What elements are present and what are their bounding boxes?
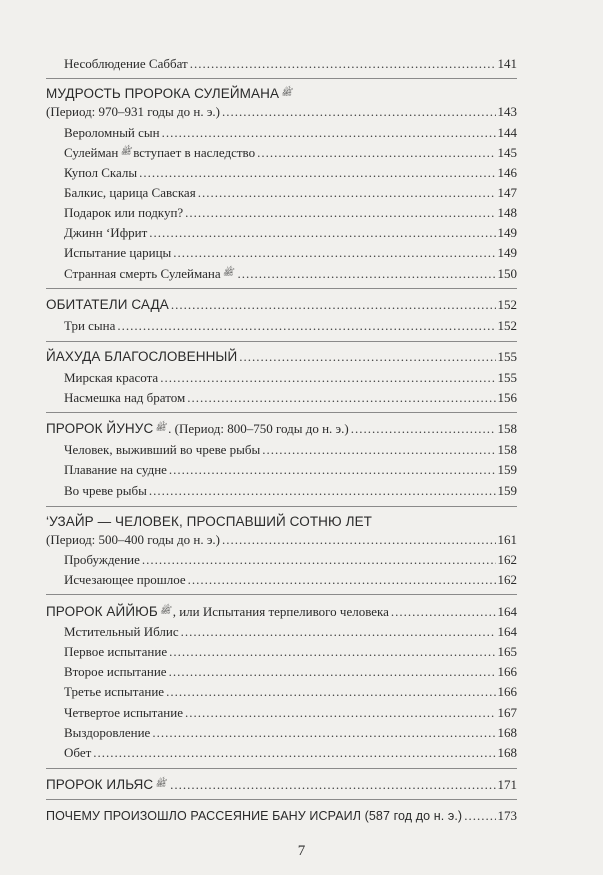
entry-page: 165 — [497, 644, 517, 659]
toc-entry — [64, 572, 517, 588]
entry-title: Три сына — [64, 318, 116, 333]
salawat-glyph-icon: ﷺ — [155, 422, 167, 432]
entry-page: 161 — [497, 532, 517, 547]
entry-title: Испытание царицы — [64, 245, 172, 260]
toc-entry — [64, 245, 517, 261]
leader-dots — [188, 572, 496, 588]
entry-title: Балкис, царица Савская — [64, 185, 196, 200]
entry-title: Выздоровление — [64, 725, 151, 740]
toc-section-heading — [46, 514, 517, 530]
entry-page: 147 — [497, 185, 517, 200]
leader-dots — [169, 462, 496, 478]
toc-entry — [64, 664, 517, 680]
entry-title: ПРОРОК ЙУНУС — [46, 421, 154, 436]
entry-page: 152 — [497, 297, 517, 312]
entry-page: 162 — [497, 572, 517, 587]
toc-entry — [64, 745, 517, 761]
toc-section-heading — [46, 808, 517, 824]
salawat-glyph-icon: ﷺ — [159, 605, 171, 615]
toc-entry — [64, 266, 517, 283]
leader-dots — [149, 225, 495, 241]
leader-dots — [169, 664, 496, 680]
section-divider — [46, 78, 517, 79]
entry-page: 162 — [497, 552, 517, 567]
entry-title: Исчезающее прошлое — [64, 572, 186, 587]
entry-title: Странная смерть Сулеймана — [64, 266, 221, 281]
toc-entry — [64, 205, 517, 221]
entry-page: 143 — [497, 104, 517, 119]
entry-title: Обет — [64, 745, 92, 760]
entry-page: 158 — [497, 421, 517, 436]
entry-page: 156 — [497, 390, 517, 405]
entry-title: Второе испытание — [64, 664, 167, 679]
entry-page: 158 — [497, 442, 517, 457]
toc-section-heading — [46, 86, 517, 103]
entry-title-continued: вступает в наследство — [133, 145, 256, 160]
entry-page: 145 — [497, 145, 517, 160]
leader-dots — [391, 604, 496, 620]
toc-entry — [64, 483, 517, 499]
entry-title: Третье испытание — [64, 684, 165, 699]
entry-title: Джинн ‘Ифрит — [64, 225, 148, 240]
entry-page: 152 — [497, 318, 517, 333]
leader-dots — [257, 145, 495, 161]
entry-page: 144 — [497, 125, 517, 140]
toc-section-heading — [46, 421, 517, 438]
toc-entry — [64, 390, 517, 406]
toc-entry — [64, 725, 517, 741]
toc-entry — [64, 684, 517, 700]
entry-title: Четвертое испытание — [64, 705, 183, 720]
toc-entry — [64, 442, 517, 458]
leader-dots — [464, 808, 495, 824]
entry-page: 166 — [497, 684, 517, 699]
toc-section-heading — [46, 604, 517, 621]
section-divider — [46, 288, 517, 289]
entry-title: ПРОРОК ИЛЬЯС — [46, 777, 154, 792]
entry-page: 155 — [497, 349, 517, 364]
entry-page: 146 — [497, 165, 517, 180]
entry-page: 155 — [497, 370, 517, 385]
entry-page: 159 — [497, 462, 517, 477]
leader-dots — [171, 297, 496, 313]
entry-page: 164 — [497, 624, 517, 639]
entry-title: Мирская красота — [64, 370, 159, 385]
entry-title: ОБИТАТЕЛИ САДА — [46, 297, 169, 312]
entry-title: Вероломный сын — [64, 125, 160, 140]
entry-title: ‘УЗАЙР — ЧЕЛОВЕК, ПРОСПАВШИЙ СОТНЮ ЛЕТ — [46, 514, 373, 529]
leader-dots — [93, 745, 495, 761]
leader-dots — [169, 644, 495, 660]
entry-page: 168 — [497, 725, 517, 740]
toc-entry — [64, 125, 517, 141]
salawat-glyph-icon: ﷺ — [155, 778, 167, 788]
toc-entry — [64, 56, 517, 72]
entry-title: Купол Скалы — [64, 165, 138, 180]
leader-dots — [173, 245, 495, 261]
entry-page: 166 — [497, 664, 517, 679]
section-divider — [46, 412, 517, 413]
toc-entry — [64, 462, 517, 478]
entry-title: Плавание на судне — [64, 462, 167, 477]
entry-title: Человек, выживший во чреве рыбы — [64, 442, 261, 457]
toc-entry — [64, 165, 517, 181]
leader-dots — [222, 532, 495, 548]
leader-dots — [237, 266, 495, 282]
leader-dots — [187, 390, 495, 406]
salawat-glyph-icon: ﷺ — [281, 87, 292, 97]
entry-title: Мстительный Иблис — [64, 624, 179, 639]
entry-title: ЙАХУДА БЛАГОСЛОВЕННЫЙ — [46, 349, 238, 364]
section-divider — [46, 768, 517, 769]
section-divider — [46, 594, 517, 595]
leader-dots — [149, 483, 496, 499]
entry-page: 148 — [497, 205, 517, 220]
entry-title: ПОЧЕМУ ПРОИЗОШЛО РАССЕЯНИЕ БАНУ ИСРАИЛ (587 год до н. э.) — [46, 809, 463, 823]
salawat-glyph-icon: ﷺ — [222, 267, 234, 277]
leader-dots — [181, 624, 496, 640]
entry-page: 168 — [497, 745, 517, 760]
leader-dots — [239, 349, 495, 365]
leader-dots — [152, 725, 495, 741]
toc-entry — [64, 705, 517, 721]
leader-dots — [142, 552, 496, 568]
leader-dots — [351, 421, 496, 437]
entry-page: 173 — [497, 808, 517, 823]
section-divider — [46, 341, 517, 342]
entry-title: Подарок или подкуп? — [64, 205, 184, 220]
leader-dots — [262, 442, 495, 458]
entry-page: 149 — [497, 245, 517, 260]
leader-dots — [170, 777, 495, 793]
toc-entry — [64, 225, 517, 241]
entry-title: Во чреве рыбы — [64, 483, 147, 498]
toc-entry — [64, 185, 517, 201]
salawat-glyph-icon: ﷺ — [120, 146, 132, 156]
entry-title-continued: . (Период: 800–750 годы до н. э.) — [168, 421, 349, 436]
entry-title: ПРОРОК АЙЙЮБ — [46, 604, 158, 619]
entry-title: (Период: 970–931 годы до н. э.) — [46, 104, 221, 119]
leader-dots — [162, 125, 496, 141]
toc-entry — [64, 318, 517, 334]
entry-page: 141 — [497, 56, 517, 71]
entry-title: МУДРОСТЬ ПРОРОКА СУЛЕЙМАНА — [46, 86, 280, 101]
toc-entry — [64, 552, 517, 568]
page-number: 7 — [297, 843, 306, 859]
entry-page: 150 — [497, 266, 517, 281]
toc-section-heading — [46, 777, 517, 794]
leader-dots — [222, 104, 495, 120]
leader-dots — [185, 205, 495, 221]
leader-dots — [166, 684, 495, 700]
leader-dots — [160, 370, 495, 386]
toc-entry — [46, 532, 517, 548]
toc-entry — [64, 145, 517, 162]
toc-entry — [64, 644, 517, 660]
entry-title: Несоблюдение Саббат — [64, 56, 188, 71]
entry-page: 159 — [497, 483, 517, 498]
toc-entry — [64, 624, 517, 640]
entry-page: 171 — [497, 777, 517, 792]
entry-title: Пробуждение — [64, 552, 140, 567]
section-divider — [46, 799, 517, 800]
entry-title: (Период: 500–400 годы до н. э.) — [46, 532, 221, 547]
leader-dots — [139, 165, 495, 181]
entry-title: Первое испытание — [64, 644, 168, 659]
leader-dots — [117, 318, 495, 334]
entry-title: Сулейман — [64, 145, 119, 160]
leader-dots — [185, 705, 496, 721]
toc-section-heading — [46, 349, 517, 365]
entry-page: 149 — [497, 225, 517, 240]
entry-title-continued: , или Испытания терпеливого человека — [172, 604, 389, 619]
entry-title: Насмешка над братом — [64, 390, 186, 405]
leader-dots — [190, 56, 496, 72]
toc-entry — [46, 104, 517, 120]
entry-page: 167 — [497, 705, 517, 720]
entry-page: 164 — [497, 604, 517, 619]
toc-entry — [64, 370, 517, 386]
section-divider — [46, 506, 517, 507]
leader-dots — [198, 185, 496, 201]
toc-section-heading — [46, 297, 517, 313]
